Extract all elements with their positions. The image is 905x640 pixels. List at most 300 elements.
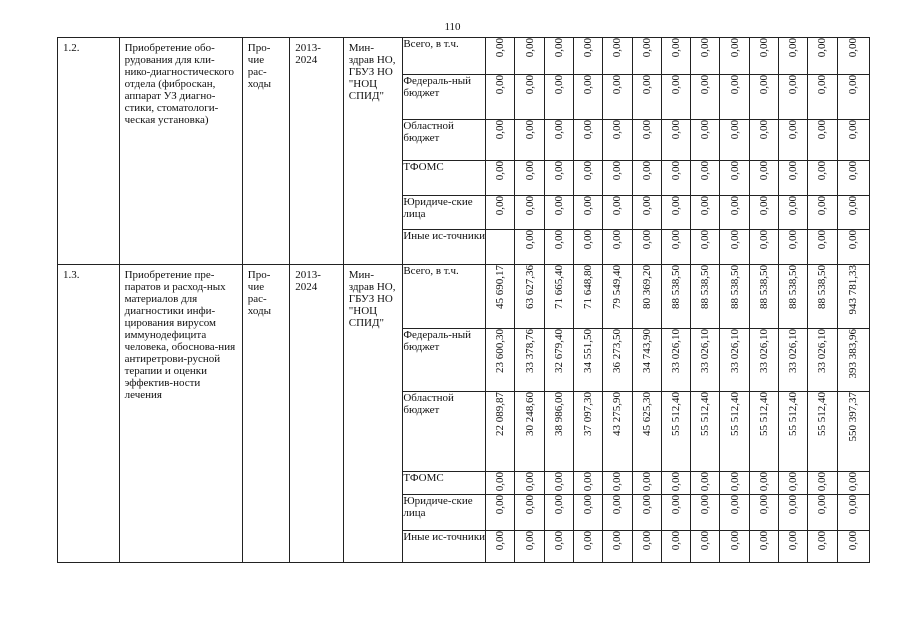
amount-value: 79 549,40	[611, 265, 624, 309]
amount-value: 0,00	[611, 75, 624, 95]
amount-cell	[632, 531, 661, 563]
amount-value: 0,00	[582, 495, 595, 515]
amount-value: 0,00	[787, 230, 800, 250]
amount-value: 0,00	[728, 161, 741, 181]
amount-cell	[544, 265, 573, 329]
amount-cell	[661, 161, 690, 196]
amount-value: 30 248,60	[523, 392, 536, 436]
amount-value: 0,00	[552, 161, 565, 181]
amount-value: 0,00	[699, 472, 712, 492]
budget-table	[57, 37, 870, 563]
amount-value: 0,00	[552, 531, 565, 551]
amount-value: 0,00	[787, 531, 800, 551]
amount-value: 0,00	[552, 196, 565, 216]
amount-cell	[632, 161, 661, 196]
amount-cell	[720, 196, 749, 230]
amount-value: 0,00	[699, 230, 712, 250]
amount-value: 0,00	[847, 230, 860, 250]
item-code	[58, 265, 120, 563]
amount-value: 71 665,40	[552, 265, 565, 309]
amount-cell	[778, 472, 807, 495]
amount-cell	[691, 75, 720, 120]
executor	[343, 265, 403, 563]
amount-cell	[661, 230, 690, 265]
amount-value: 45 690,17	[494, 265, 507, 309]
amount-value: 0,00	[816, 230, 829, 250]
amount-cell	[749, 230, 778, 265]
amount-value: 0,00	[787, 38, 800, 58]
amount-value: 23 600,30	[494, 329, 507, 373]
amount-value: 32 679,40	[552, 329, 565, 373]
expense-category-text: Про-чие рас-ходы	[247, 42, 272, 90]
amount-value: 0,00	[757, 531, 770, 551]
amount-cell	[603, 230, 632, 265]
amount-cell	[720, 392, 749, 472]
amount-cell	[486, 120, 515, 161]
amount-cell	[632, 265, 661, 329]
amount-value: 80 369,20	[640, 265, 653, 309]
amount-cell	[661, 120, 690, 161]
amount-value: 88 538,50	[757, 265, 770, 309]
amount-cell	[515, 472, 544, 495]
amount-value: 0,00	[611, 38, 624, 58]
amount-cell	[808, 196, 837, 230]
amount-value: 943 781,33	[847, 265, 860, 315]
amount-value: 0,00	[494, 38, 507, 58]
amount-value: 0,00	[699, 120, 712, 140]
amount-cell	[749, 265, 778, 329]
amount-cell	[515, 75, 544, 120]
amount-cell	[661, 329, 690, 392]
amount-value: 0,00	[728, 472, 741, 492]
amount-cell	[574, 531, 603, 563]
amount-cell	[544, 531, 573, 563]
amount-cell	[515, 329, 544, 392]
amount-value: 33 026,10	[669, 329, 682, 373]
amount-cell	[808, 265, 837, 329]
amount-cell	[778, 38, 807, 75]
amount-value: 0,00	[669, 161, 682, 181]
amount-value: 0,00	[640, 75, 653, 95]
amount-cell	[720, 120, 749, 161]
amount-cell	[486, 75, 515, 120]
amount-cell	[837, 265, 869, 329]
funding-source-label: Всего, в т.ч.	[403, 265, 486, 329]
amount-value: 55 512,40	[757, 392, 770, 436]
amount-value: 0,00	[699, 38, 712, 58]
amount-cell	[632, 329, 661, 392]
amount-value: 0,00	[787, 120, 800, 140]
amount-cell	[720, 495, 749, 531]
amount-cell	[720, 329, 749, 392]
amount-value: 88 538,50	[787, 265, 800, 309]
amount-value: 0,00	[494, 120, 507, 140]
page-number: 110	[444, 21, 461, 33]
amount-value: 0,00	[494, 531, 507, 551]
amount-cell	[749, 531, 778, 563]
amount-value: 0,00	[728, 196, 741, 216]
amount-cell	[778, 531, 807, 563]
item-code-text: 1.2.	[63, 42, 80, 54]
amount-value: 0,00	[669, 531, 682, 551]
amount-value: 0,00	[847, 75, 860, 95]
amount-value: 0,00	[611, 495, 624, 515]
amount-value: 55 512,40	[669, 392, 682, 436]
amount-cell	[632, 196, 661, 230]
table-row	[58, 38, 870, 75]
amount-cell	[574, 161, 603, 196]
amount-value: 0,00	[523, 196, 536, 216]
amount-value: 38 986,00	[552, 392, 565, 436]
amount-value: 393 383,96	[847, 329, 860, 379]
amount-value: 0,00	[669, 75, 682, 95]
amount-value: 0,00	[847, 38, 860, 58]
amount-value: 34 551,50	[582, 329, 595, 373]
amount-cell	[515, 120, 544, 161]
amount-value: 55 512,40	[787, 392, 800, 436]
amount-cell	[837, 495, 869, 531]
funding-source-label: Юридиче-ские лица	[403, 495, 486, 531]
amount-cell	[691, 392, 720, 472]
expense-category	[242, 38, 289, 265]
amount-value: 88 538,50	[728, 265, 741, 309]
amount-cell	[515, 161, 544, 196]
amount-cell	[544, 161, 573, 196]
amount-cell	[632, 230, 661, 265]
amount-value: 0,00	[552, 472, 565, 492]
amount-cell	[778, 161, 807, 196]
amount-value: 0,00	[757, 472, 770, 492]
amount-value: 55 512,40	[728, 392, 741, 436]
amount-cell	[515, 495, 544, 531]
amount-value: 0,00	[816, 472, 829, 492]
amount-cell	[837, 392, 869, 472]
amount-cell	[486, 329, 515, 392]
amount-value: 22 089,87	[494, 392, 507, 436]
amount-cell	[603, 531, 632, 563]
amount-value: 0,00	[669, 196, 682, 216]
amount-cell	[574, 120, 603, 161]
amount-cell	[691, 230, 720, 265]
amount-cell	[837, 75, 869, 120]
amount-value: 0,00	[816, 161, 829, 181]
amount-value: 0,00	[847, 472, 860, 492]
amount-value: 0,00	[787, 161, 800, 181]
amount-value: 55 512,40	[699, 392, 712, 436]
amount-value: 0,00	[640, 472, 653, 492]
funding-source-label: Федераль-ный бюджет	[403, 329, 486, 392]
amount-value: 33 378,76	[523, 329, 536, 373]
amount-cell	[808, 161, 837, 196]
amount-cell	[749, 161, 778, 196]
amount-value: 0,00	[787, 472, 800, 492]
amount-cell	[544, 472, 573, 495]
amount-cell	[661, 75, 690, 120]
amount-value: 0,00	[816, 531, 829, 551]
amount-value: 0,00	[640, 531, 653, 551]
amount-cell	[720, 161, 749, 196]
amount-cell	[515, 196, 544, 230]
amount-cell	[808, 75, 837, 120]
item-name-text: Приобретение пре-паратов и расход-ных материалов для диагностики инфи-цирования вирусом иммунодефицита человека, обоснова-ния антиретрови-русной терапии и оценки эффектив-ности лечения	[124, 269, 236, 401]
amount-cell	[691, 38, 720, 75]
amount-cell	[661, 38, 690, 75]
amount-cell	[486, 392, 515, 472]
amount-value: 71 648,80	[582, 265, 595, 309]
amount-cell	[778, 265, 807, 329]
table-row	[58, 265, 870, 329]
amount-cell	[515, 38, 544, 75]
executor	[343, 38, 403, 265]
table-body	[58, 38, 870, 563]
amount-value: 0,00	[582, 38, 595, 58]
amount-cell	[603, 120, 632, 161]
amount-cell	[691, 495, 720, 531]
funding-source-label: ТФОМС	[403, 472, 486, 495]
amount-cell	[720, 265, 749, 329]
amount-value: 0,00	[757, 38, 770, 58]
amount-value: 0,00	[523, 75, 536, 95]
amount-cell	[691, 120, 720, 161]
amount-cell	[720, 230, 749, 265]
amount-value: 0,00	[611, 196, 624, 216]
amount-value: 43 275,90	[611, 392, 624, 436]
period	[290, 265, 344, 563]
funding-source-label: Всего, в т.ч.	[403, 38, 486, 75]
amount-cell	[749, 472, 778, 495]
funding-source-label: Юридиче-ские лица	[403, 196, 486, 230]
amount-value: 0,00	[523, 472, 536, 492]
funding-source-label: Федераль-ный бюджет	[403, 75, 486, 120]
amount-value: 33 026,10	[816, 329, 829, 373]
amount-cell	[632, 75, 661, 120]
amount-cell	[691, 329, 720, 392]
amount-cell	[691, 265, 720, 329]
amount-value: 33 026,10	[699, 329, 712, 373]
amount-value: 0,00	[757, 495, 770, 515]
amount-value: 0,00	[611, 120, 624, 140]
amount-value: 0,00	[582, 472, 595, 492]
amount-cell	[515, 531, 544, 563]
amount-value: 0,00	[494, 75, 507, 95]
amount-cell	[603, 75, 632, 120]
period-text: 2013-2024	[295, 269, 321, 293]
amount-value: 0,00	[523, 495, 536, 515]
amount-value: 88 538,50	[669, 265, 682, 309]
item-name-text: Приобретение обо-рудования для кли-нико-диагностического отдела (фиброскан, аппарат УЗ диагно-стики, стоматологи-ческая установка)	[124, 42, 235, 126]
item-code-text: 1.3.	[63, 269, 80, 281]
amount-cell	[808, 531, 837, 563]
amount-value: 0,00	[816, 75, 829, 95]
amount-value: 0,00	[611, 472, 624, 492]
funding-source-label: ТФОМС	[403, 161, 486, 196]
amount-cell	[603, 329, 632, 392]
amount-value: 0,00	[523, 230, 536, 250]
amount-value: 0,00	[494, 495, 507, 515]
amount-value: 0,00	[669, 230, 682, 250]
amount-value: 37 097,30	[582, 392, 595, 436]
period-text: 2013-2024	[295, 42, 321, 66]
amount-cell	[515, 392, 544, 472]
amount-cell	[661, 495, 690, 531]
amount-cell	[574, 265, 603, 329]
amount-cell	[486, 230, 515, 265]
amount-cell	[749, 120, 778, 161]
amount-value: 0,00	[582, 120, 595, 140]
amount-cell	[778, 196, 807, 230]
amount-cell	[661, 265, 690, 329]
amount-value: 0,00	[640, 120, 653, 140]
amount-value: 0,00	[699, 75, 712, 95]
amount-cell	[603, 472, 632, 495]
funding-source-label: Иные ис-точники	[403, 230, 486, 265]
amount-cell	[544, 196, 573, 230]
amount-value: 0,00	[611, 230, 624, 250]
amount-value: 550 397,37	[847, 392, 860, 442]
amount-cell	[486, 265, 515, 329]
amount-value: 0,00	[640, 230, 653, 250]
amount-cell	[603, 392, 632, 472]
amount-cell	[691, 472, 720, 495]
amount-cell	[837, 531, 869, 563]
amount-value: 0,00	[669, 38, 682, 58]
amount-cell	[808, 472, 837, 495]
amount-cell	[544, 120, 573, 161]
amount-cell	[837, 472, 869, 495]
amount-cell	[544, 230, 573, 265]
amount-value: 0,00	[787, 196, 800, 216]
amount-cell	[574, 392, 603, 472]
amount-cell	[574, 75, 603, 120]
amount-value: 0,00	[669, 120, 682, 140]
amount-cell	[574, 495, 603, 531]
amount-cell	[808, 329, 837, 392]
amount-value: 63 627,36	[523, 265, 536, 309]
amount-value: 0,00	[640, 38, 653, 58]
amount-value: 0,00	[552, 38, 565, 58]
amount-cell	[720, 472, 749, 495]
amount-cell	[544, 38, 573, 75]
amount-cell	[661, 472, 690, 495]
amount-value: 33 026,10	[787, 329, 800, 373]
amount-cell	[515, 265, 544, 329]
amount-cell	[574, 472, 603, 495]
expense-category	[242, 265, 289, 563]
amount-value: 0,00	[552, 495, 565, 515]
amount-value: 36 273,50	[611, 329, 624, 373]
amount-value: 0,00	[582, 230, 595, 250]
amount-cell	[574, 329, 603, 392]
executor-text: Мин-здрав НО, ГБУЗ НО "НОЦ СПИД"	[348, 42, 396, 102]
amount-value: 0,00	[582, 196, 595, 216]
amount-value: 0,00	[669, 495, 682, 515]
amount-cell	[515, 230, 544, 265]
amount-cell	[486, 495, 515, 531]
amount-value: 0,00	[816, 38, 829, 58]
amount-value: 0,00	[699, 495, 712, 515]
amount-cell	[720, 531, 749, 563]
amount-value: 0,00	[611, 161, 624, 181]
amount-value: 0,00	[816, 120, 829, 140]
amount-cell	[603, 38, 632, 75]
amount-cell	[603, 161, 632, 196]
amount-cell	[778, 329, 807, 392]
funding-source-label: Областной бюджет	[403, 120, 486, 161]
amount-cell	[749, 495, 778, 531]
amount-cell	[749, 392, 778, 472]
amount-cell	[632, 392, 661, 472]
amount-cell	[661, 531, 690, 563]
amount-cell	[632, 120, 661, 161]
amount-cell	[808, 495, 837, 531]
amount-value: 0,00	[847, 161, 860, 181]
amount-value: 0,00	[552, 75, 565, 95]
amount-cell	[661, 392, 690, 472]
amount-value: 0,00	[757, 75, 770, 95]
amount-cell	[749, 75, 778, 120]
amount-cell	[486, 38, 515, 75]
amount-cell	[661, 196, 690, 230]
amount-cell	[749, 38, 778, 75]
amount-cell	[574, 230, 603, 265]
amount-cell	[808, 230, 837, 265]
amount-value: 0,00	[669, 472, 682, 492]
amount-value: 45 625,30	[640, 392, 653, 436]
amount-cell	[486, 196, 515, 230]
amount-value: 0,00	[699, 531, 712, 551]
amount-value: 0,00	[816, 495, 829, 515]
amount-cell	[574, 196, 603, 230]
amount-value: 0,00	[757, 161, 770, 181]
amount-cell	[603, 196, 632, 230]
item-name	[119, 38, 242, 265]
amount-value: 0,00	[582, 161, 595, 181]
amount-value: 0,00	[699, 196, 712, 216]
amount-value: 0,00	[640, 161, 653, 181]
amount-value: 0,00	[640, 196, 653, 216]
amount-cell	[778, 120, 807, 161]
amount-cell	[778, 392, 807, 472]
amount-value: 0,00	[523, 38, 536, 58]
amount-cell	[808, 120, 837, 161]
amount-value: 0,00	[847, 531, 860, 551]
amount-value: 0,00	[494, 472, 507, 492]
amount-cell	[837, 230, 869, 265]
amount-cell	[749, 196, 778, 230]
amount-cell	[544, 392, 573, 472]
amount-value: 55 512,40	[816, 392, 829, 436]
amount-value: 0,00	[494, 196, 507, 216]
amount-cell	[808, 392, 837, 472]
funding-source-label: Областной бюджет	[403, 392, 486, 472]
amount-value: 0,00	[728, 531, 741, 551]
amount-value: 0,00	[728, 230, 741, 250]
amount-value: 0,00	[699, 161, 712, 181]
amount-cell	[544, 75, 573, 120]
amount-value: 0,00	[728, 495, 741, 515]
amount-cell	[778, 495, 807, 531]
amount-cell	[837, 161, 869, 196]
amount-cell	[632, 472, 661, 495]
amount-value: 0,00	[611, 531, 624, 551]
amount-value: 0,00	[847, 120, 860, 140]
amount-value: 0,00	[494, 161, 507, 181]
executor-text: Мин-здрав НО, ГБУЗ НО "НОЦ СПИД"	[348, 269, 396, 329]
amount-value: 34 743,90	[640, 329, 653, 373]
amount-value: 0,00	[552, 120, 565, 140]
amount-cell	[837, 38, 869, 75]
amount-cell	[691, 161, 720, 196]
